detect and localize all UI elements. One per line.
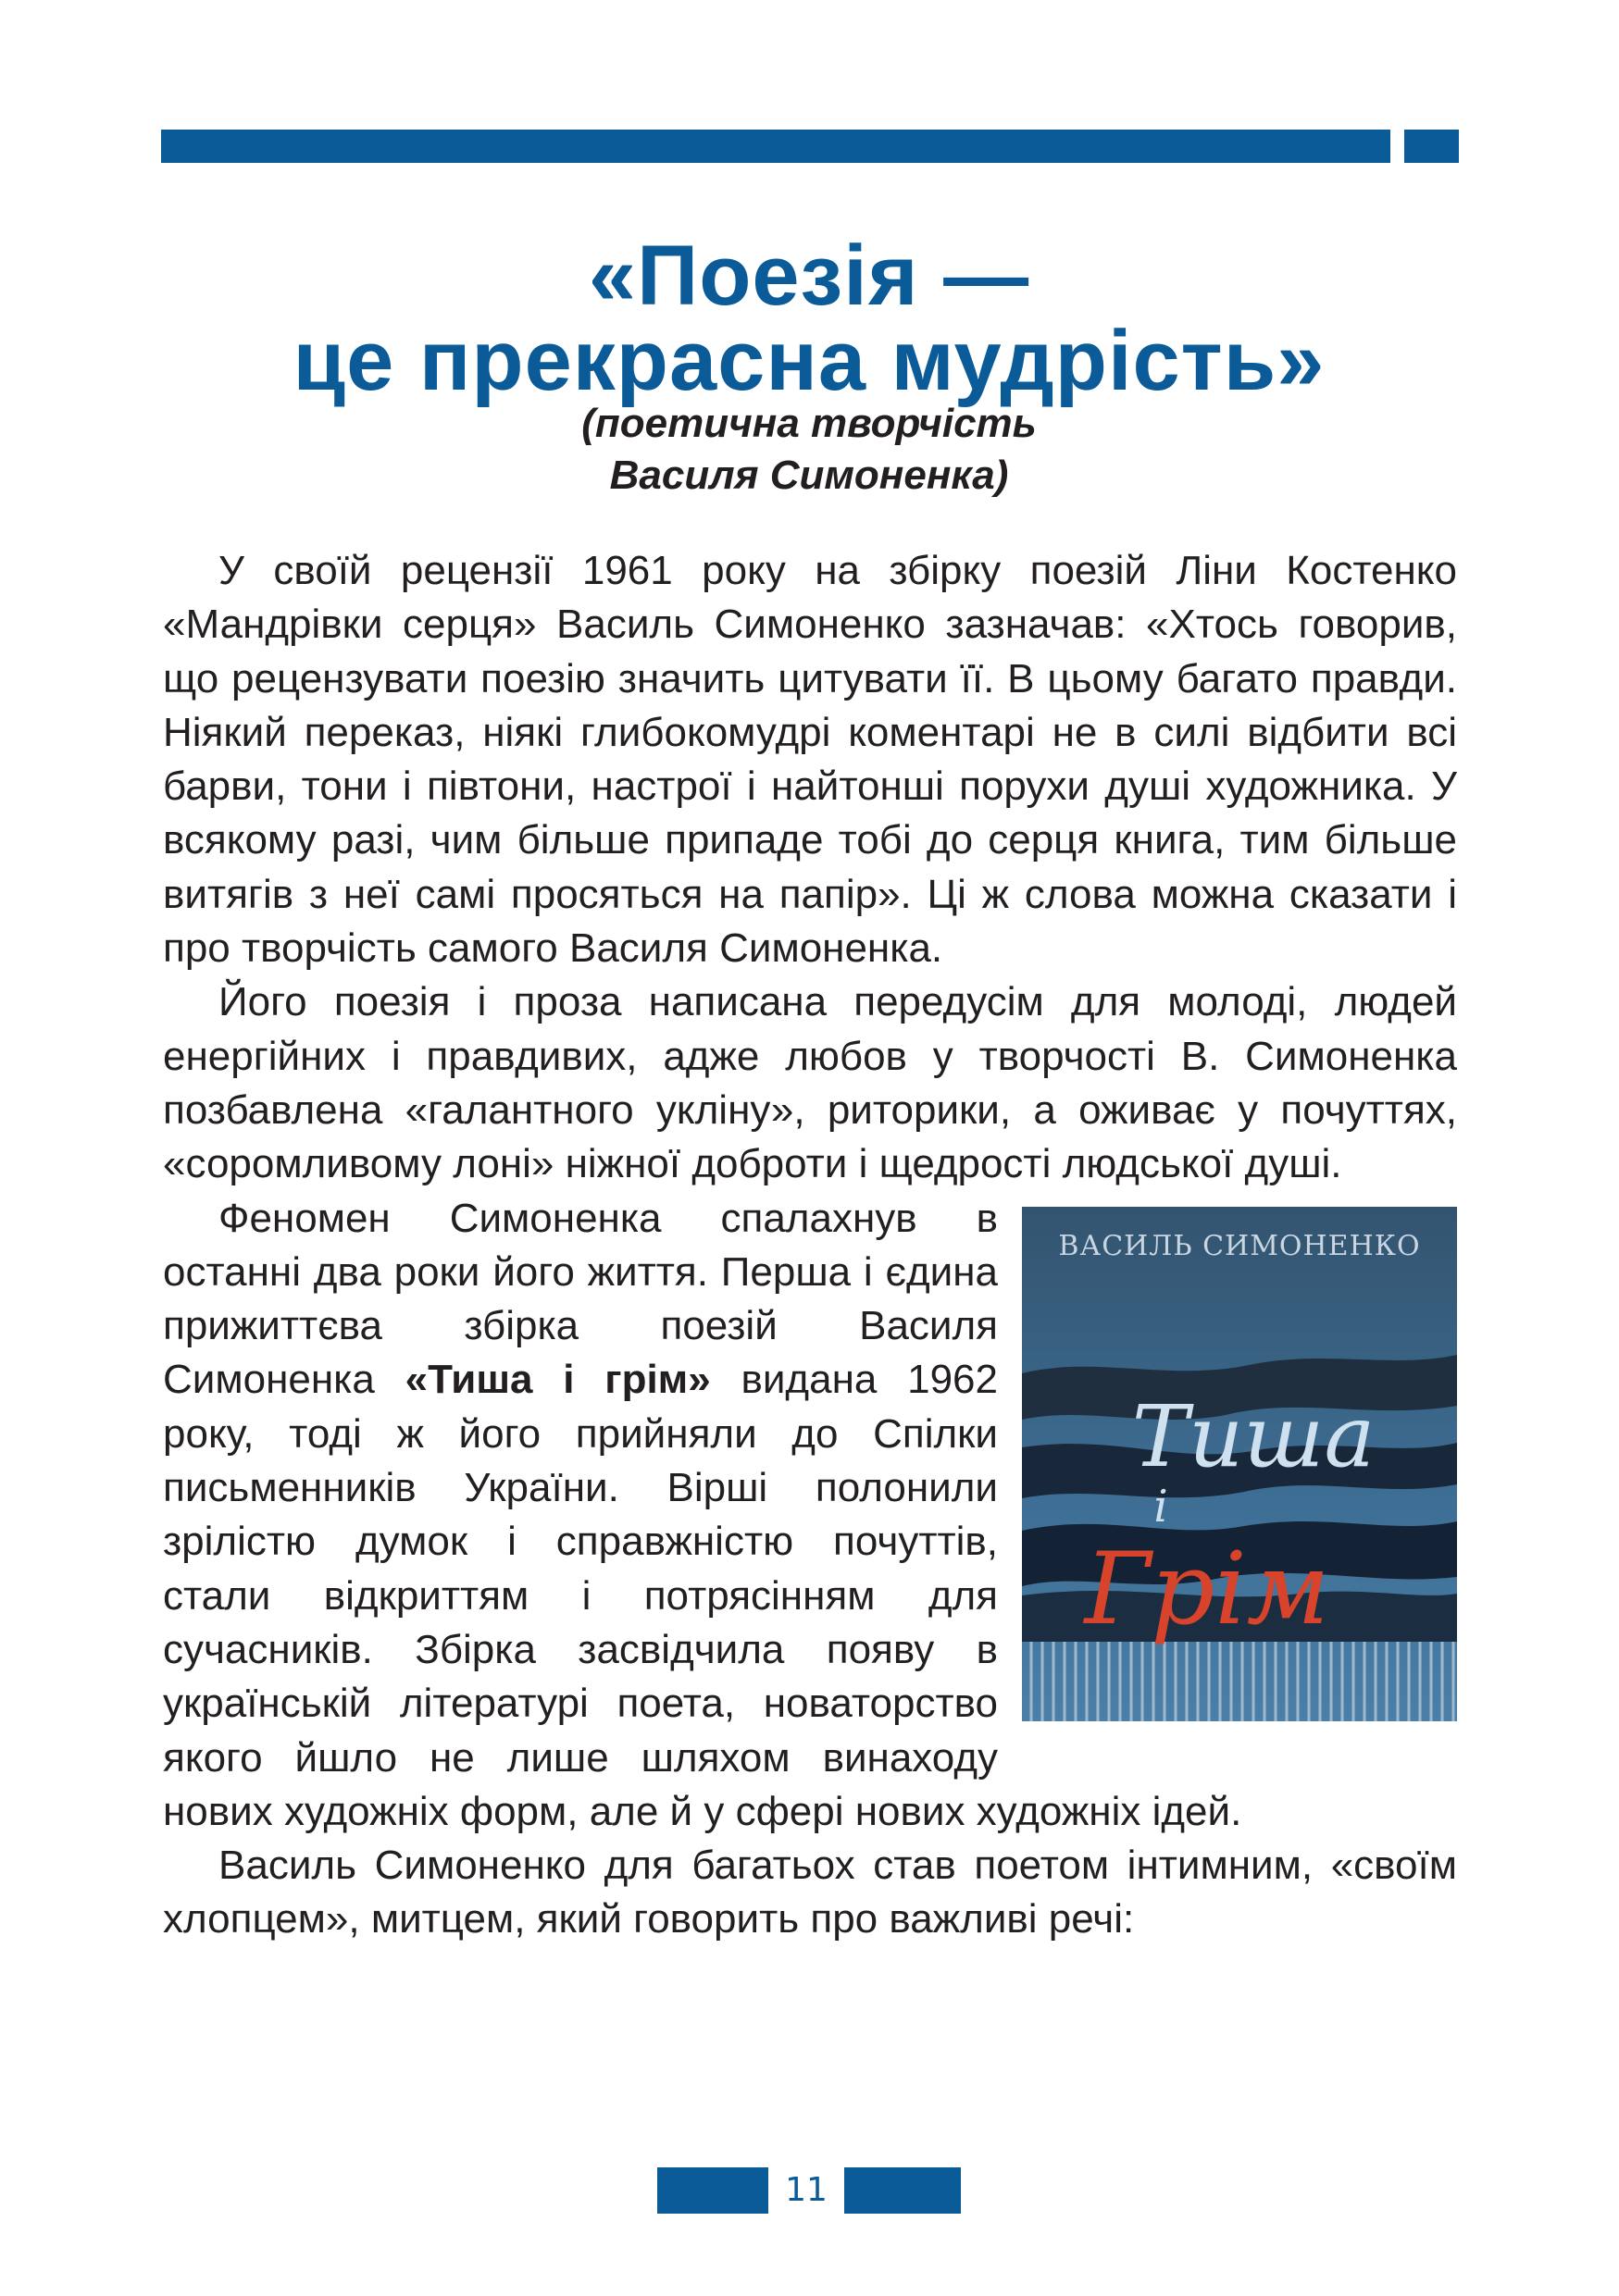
subtitle-line-2: Василя Симоненка) (609, 453, 1009, 498)
paragraph-3 (163, 1192, 1457, 1840)
paragraph-1: У своїй рецензії 1961 року на збірку поезій Ліни Костенко «Мандрівки серця» Василь Симоненко зазначав: «Хтось говорив, що рецензувати поезію значить цитувати її. В цьому багато правди. Ніякий переказ, ніякі глибокомудрі коментарі не в силі відбити всі барви, тони і півтони, настрої і найтонші порухи душі художника. У всякому разі, чим більше припаде тобі до серця книга, тим більше витягів з неї самі просяться на папір». Ці ж слова можна сказати і про творчість самого Василя Симоненка. (163, 548, 1457, 972)
page-title (161, 229, 1457, 408)
paragraph-4: Василь Симоненко для багатьох став поетом інтимним, «своїм хлопцем», митцем, який говорить про важливі речі: (163, 1843, 1457, 1942)
subtitle-line-1: (поетична творчість (581, 401, 1037, 446)
paragraph-3-start: Феномен Симоненка спалахнув в останні два роки його життя. Перша і єдина прижиттєва збірка поезій Василя Симоненка (163, 1195, 998, 1403)
article-body (163, 544, 1457, 1947)
top-decorative-bar-end (1404, 130, 1459, 163)
cover-title-conjunction: і (1153, 1480, 1168, 1533)
title-line-2: це прекрасна мудрість» (293, 314, 1326, 408)
page-subtitle (161, 398, 1457, 502)
page-number: 11 (785, 2171, 828, 2209)
paragraph-3-end: видана 1962 року, тоді ж його прийняли до Спілки письменників України. Вірші полонили зрілістю думок і справжністю почуттів, стали відкриттям і потрясінням для сучасників. Збірка засвідчила появу в українській літературі поета, новаторство якого йшло не лише шляхом винаходу нових художніх форм, але й у сфері нових художніх ідей. (163, 1357, 1242, 1834)
paragraph-2: Його поезія і проза написана передусім для молоді, людей енергійних і правдивих, адже любов у творчості В. Симоненка позбавлена «галантного уклiну», риторики, а оживає у почуттях, «соромливому лоні» ніжної доброти і щедрості людської душі. (163, 979, 1457, 1187)
title-line-1: «Поезія — (588, 229, 1030, 323)
book-title-highlight: «Тиша і грім» (405, 1357, 711, 1403)
cover-title-word-1: Тиша (1131, 1386, 1376, 1486)
footer-bar-left (657, 2167, 768, 2214)
book-cover-image (1022, 1207, 1457, 1721)
top-decorative-bar (161, 130, 1390, 163)
footer-bar-right (844, 2167, 961, 2214)
cover-author: ВАСИЛЬ СИМОНЕНКО (1058, 1229, 1421, 1262)
cover-title-word-2: Грім (1084, 1531, 1330, 1647)
